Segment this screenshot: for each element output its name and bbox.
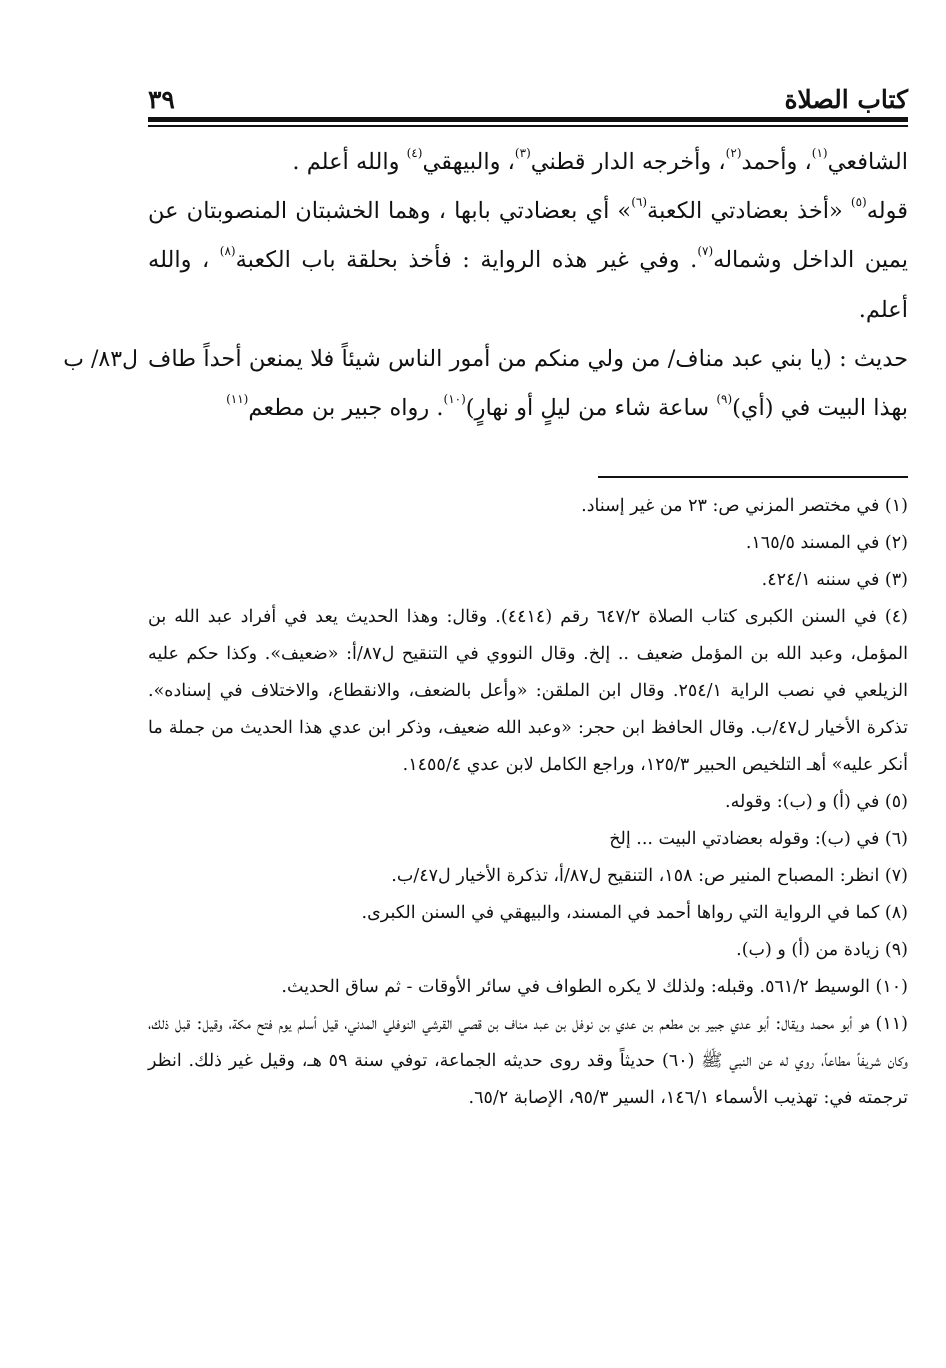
footnote-1: (١) في مختصر المزني ص: ٢٣ من غير إسناد. — [581, 496, 908, 516]
text-run: حديث : (يا بني عبد مناف/ من ولي منكم من أمور الناس شيئاً فلا يمنعن أحداً طاف بهذا البيت في (أي) — [148, 345, 908, 422]
text-run: ، وأحمد — [741, 149, 812, 175]
header-rule-thick — [148, 117, 908, 122]
text-run: » أي بعضادتي بابها ، وهما الخشبتان المنصوبتان عن يمين الداخل وشماله — [148, 198, 908, 274]
text-run: . وفي غير هذه الرواية : فأخذ بحلقة باب الكعبة — [235, 247, 698, 274]
text-run: ، وأخرجه الدار قطني — [530, 149, 726, 175]
text-run: ، والبيهقي — [422, 149, 515, 175]
text-run: ساعة شاء من ليلٍ أو نهارٍ) — [465, 395, 717, 422]
text-run: قوله — [866, 198, 909, 225]
chapter-title: كتاب الصلاة — [784, 85, 908, 114]
footnote-ref: (١٠) — [443, 392, 466, 407]
main-text — [148, 138, 908, 433]
footnote-ref: (٦) — [631, 195, 648, 210]
text-run: ، والله أعلم. — [148, 247, 908, 323]
footnote-separator — [598, 476, 908, 478]
paragraph-2 — [148, 187, 908, 335]
footnote-ref: (٧) — [697, 244, 714, 259]
footnote-ref: (٣) — [514, 146, 531, 160]
footnote-11: (١١) هو أبو محمد ويقال: أبو عدي جبير بن مطعم بن عدي بن نوفل بن عبد مناف بن قصي القرشي النوفلي المدني، قيل أسلم يوم فتح مكة، وقيل: قبل ذلك، وكان شريفاً مطاعاً، روي له عن النبي ﷺ (٦٠) حديثاً وقد روى حديثه الجماعة، توفي سنة ٥٩ هـ، وقيل غير ذلك. انظر ترجمته في: تهذيب الأسماء ١٤٦/١، السير ٩٥/٣، الإصابة ٦٥/٢. — [148, 1014, 909, 1108]
footnote-4: (٤) في السنن الكبرى كتاب الصلاة ٦٤٧/٢ رقم (٤٤١٤). وقال: وهذا الحديث يعد في أفراد عبد الله بن المؤمل، وعبد الله بن المؤمل ضعيف .. إلخ. وقال النووي في التنقيح ل٨٧/أ: «ضعيف». وكذا حكم عليه الزيلعي في نصب الراية ٢٥٤/١. وقال ابن الملقن: «وأعل بالضعف، والانقطاع، والاختلاف في إسناده». تذكرة الأخيار ل٤٧/ب. وقال الحافظ ابن حجر: «وعبد الله ضعيف، وذكر ابن عدي هذا الحديث من جملة ما أنكر عليه» أهـ التلخيص الحبير ١٢٥/٣، وراجع الكامل لابن عدي ١٤٥٥/٤. — [148, 607, 909, 775]
footnote-10: (١٠) الوسيط ٥٦١/٢. وقبله: ولذلك لا يكره الطواف في سائر الأوقات - ثم ساق الحديث. — [281, 977, 908, 997]
page-header — [148, 84, 908, 116]
footnote-ref: (٤) — [406, 146, 423, 160]
paragraph-3 — [148, 335, 908, 433]
footnote-7: (٧) انظر: المصباح المنير ص: ١٥٨، التنقيح ل٨٧/أ، تذكرة الأخيار ل٤٧/ب. — [391, 866, 908, 886]
page-number: ٣٩ — [148, 85, 175, 114]
footnote-9: (٩) زيادة من (أ) و (ب). — [736, 940, 908, 960]
text-run: . رواه جبير بن مطعم — [248, 395, 444, 422]
footnotes — [148, 488, 908, 1117]
text-run: والله أعلم . — [292, 149, 407, 175]
text-run: الشافعي — [827, 149, 908, 175]
footnote-3: (٣) في سننه ٤٢٤/١. — [761, 570, 908, 590]
footnote-5: (٥) في (أ) و (ب): وقوله. — [725, 792, 908, 812]
footnote-8: (٨) كما في الرواية التي رواها أحمد في المسند، والبيهقي في السنن الكبرى. — [361, 903, 908, 923]
paragraph-1 — [148, 138, 908, 187]
footnote-ref: (٩) — [716, 392, 733, 407]
footnote-2: (٢) في المسند ١٦٥/٥. — [745, 533, 908, 553]
manuscript-folio-marker: ل٨٣/ ب — [63, 347, 138, 372]
footnote-ref: (١) — [811, 146, 828, 160]
footnote-ref: (١١) — [226, 392, 249, 407]
footnote-ref: (٨) — [219, 244, 236, 259]
header-rule-thin — [148, 125, 908, 127]
footnote-ref: (٥) — [850, 195, 867, 210]
footnote-6: (٦) في (ب): وقوله بعضادتي البيت ... إلخ — [609, 829, 908, 849]
text-run: «أخذ بعضادتي الكعبة — [647, 198, 851, 225]
footnote-ref: (٢) — [725, 146, 742, 160]
